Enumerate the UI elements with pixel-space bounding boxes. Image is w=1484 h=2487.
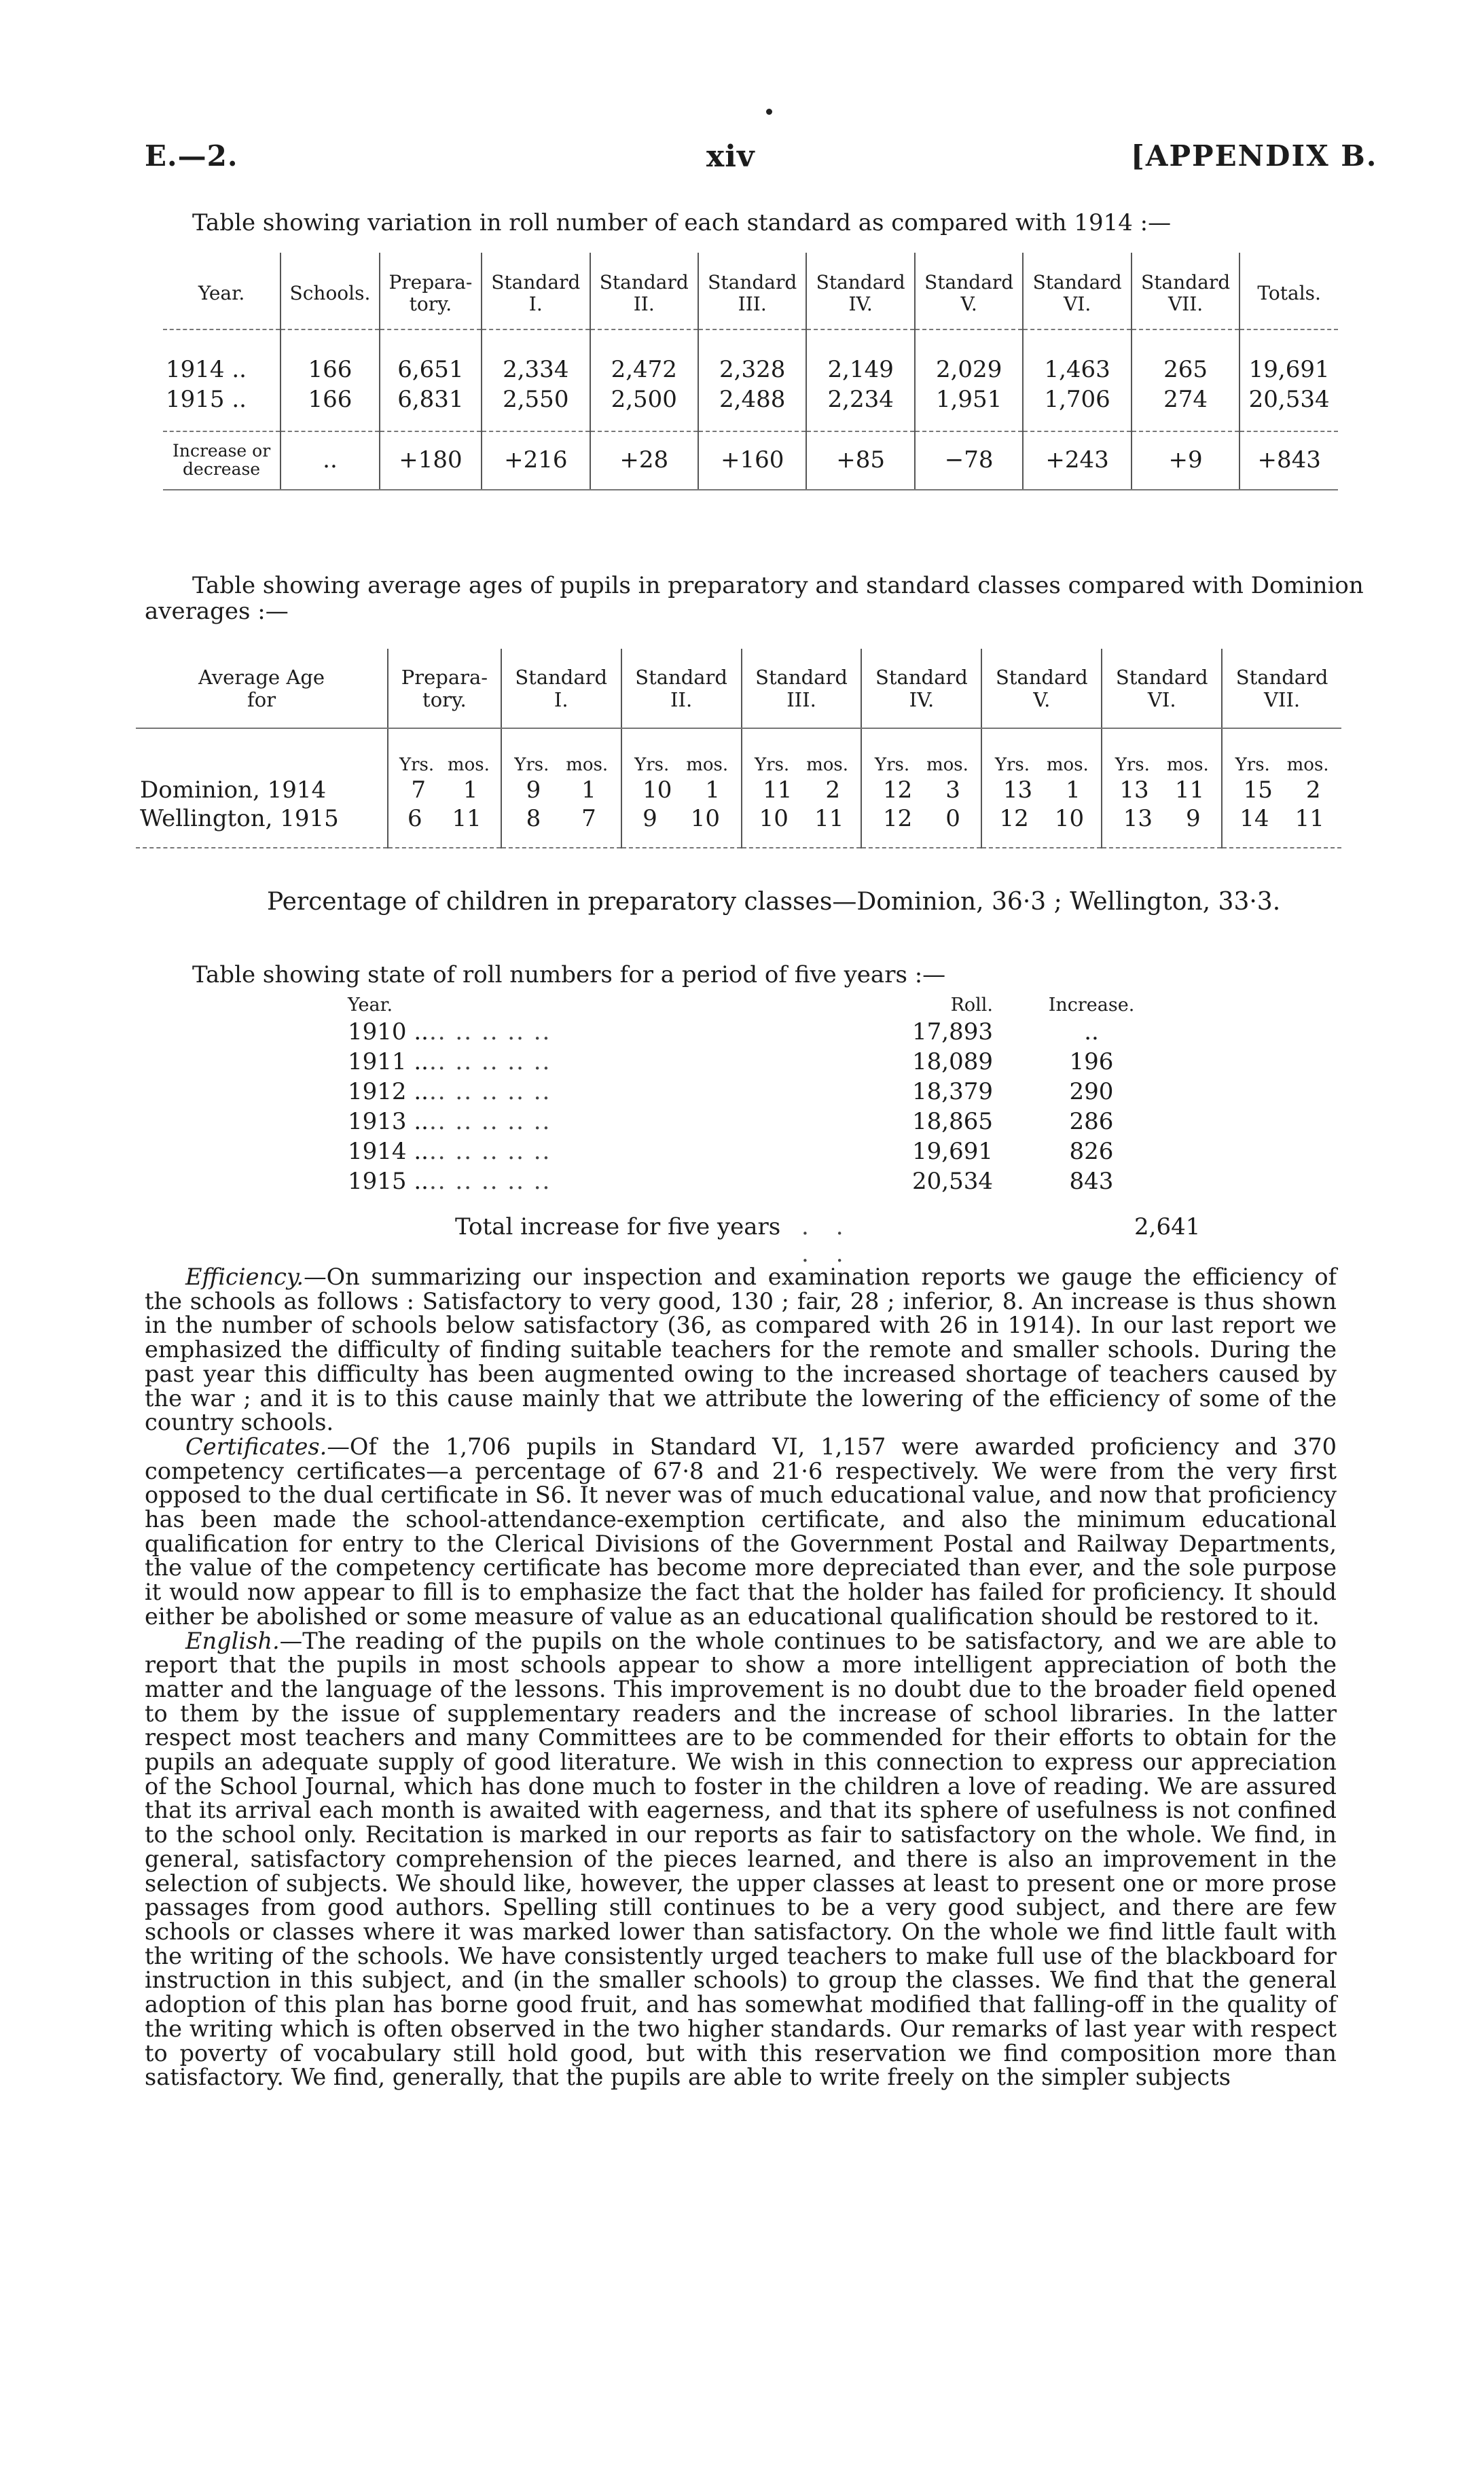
table-cell: 166 (280, 384, 380, 431)
age-pair (986, 805, 1097, 832)
unit-years: Yrs. (514, 755, 549, 775)
age-pair (866, 805, 977, 832)
header-year: Year. (348, 995, 393, 1016)
age-months: 10 (690, 805, 721, 832)
column-header: Totals. (1239, 253, 1338, 329)
column-header: Standard VI. (1102, 649, 1222, 728)
unit-years: Yrs. (874, 755, 910, 775)
age-pair (506, 805, 617, 832)
age-years: 10 (643, 776, 672, 804)
table2-caption-line2: averages :— (145, 598, 289, 625)
ink-dot (766, 109, 772, 115)
table-row (163, 384, 1338, 431)
age-years: 12 (999, 805, 1029, 832)
increase-cell: 290 (1069, 1078, 1114, 1105)
increase-cell: 843 (1069, 1168, 1114, 1195)
table-cell (981, 728, 1102, 776)
table-row (163, 329, 1338, 384)
age-months: 10 (1054, 805, 1085, 832)
table-cell: .. (280, 431, 380, 490)
paragraph (145, 1629, 1337, 2090)
paragraph-text: —The reading of the pupils on the whole continues to be satisfactory, and we are able to report that the pupils in most schools appear to show a more intelligent appreciation of both the matter and the language of the lessons. This improvement is no doubt due to the broader field opened to them by the issue of supplementary readers and the increase of school libraries. In the latter respect most teachers and many Committees are to be commended for their efforts to obtain for the pupils an adequate supply of good literature. We wish in this connection to express our appreciation of the School Journal, which has done much to foster in the children a love of reading. We are assured that its arrival each month is awaited with eagerness, and that its sphere of usefulness is not confined to the school only. Recitation is marked in our reports as fair to satisfactory on the whole. We find, in general, satisfactory comprehension of the pieces learned, and there is also an improvement in the selection of subjects. We should like, however, the upper classes at least to present one or more prose passages from good authors. Spelling still continues to be a very good subject, and there are few schools or classes where it was marked lower than satisfactory. On the whole we find little fault with the writing of the schools. We have consistently urged teachers to make full use of the blackboard for instruction in this subject, and (in the smaller schools) to group the classes. We find that the general adoption of this plan has borne good fruit, and has somewhat modified that falling-off in the quality of the writing which is often observed in the two higher standards. Our remarks of last year with respect to poverty of vocabulary still hold good, but with this reservation we find composition more than satisfactory. We find, generally, that the pupils are able to write freely on the simpler subjects (145, 1627, 1337, 2091)
age-pair (866, 776, 977, 804)
unit-years: Yrs. (994, 755, 1030, 775)
table-cell: +216 (482, 431, 590, 490)
column-header: Standard III. (698, 253, 806, 329)
year-cell: 1912 .. (348, 1078, 429, 1105)
unit-months: mos. (566, 755, 609, 775)
column-header: Standard II. (590, 253, 698, 329)
unit-years: Yrs. (399, 755, 435, 775)
total-label: Total increase for five years (455, 1213, 781, 1240)
table-row (348, 1017, 1190, 1047)
table-cell (742, 776, 862, 804)
paragraph (145, 1265, 1337, 1435)
table-row (348, 1166, 1190, 1196)
table-cell: +9 (1132, 431, 1239, 490)
column-header: Standard II. (621, 649, 742, 728)
column-header: Standard IV. (861, 649, 981, 728)
age-months: 11 (1295, 805, 1324, 832)
age-months: 11 (452, 805, 482, 832)
unit-years: Yrs. (634, 755, 670, 775)
table-cell: 2,334 (482, 329, 590, 384)
unit-pair (986, 755, 1097, 775)
roll-cell: 20,534 (912, 1168, 993, 1195)
roll-cell: 19,691 (912, 1138, 993, 1165)
page-number: xiv (706, 139, 755, 174)
unit-months: mos. (1166, 755, 1209, 775)
table-cell (1102, 776, 1222, 804)
table-cell: 2,472 (590, 329, 698, 384)
table-cell: 2,488 (698, 384, 806, 431)
age-pair (626, 805, 737, 832)
age-years: 13 (1002, 776, 1033, 804)
age-months: 1 (705, 776, 721, 804)
age-years: 13 (1123, 805, 1153, 832)
age-years: 8 (526, 805, 541, 832)
roll-variation-table (163, 253, 1338, 490)
age-pair (393, 805, 496, 832)
age-months: 0 (945, 805, 960, 832)
column-header: Standard V. (981, 649, 1102, 728)
unit-years: Yrs. (755, 755, 790, 775)
header-increase: Increase. (1048, 995, 1135, 1016)
table-cell: Increase or decrease (163, 431, 280, 490)
age-pair (1227, 805, 1337, 832)
column-header: Standard IV. (806, 253, 914, 329)
age-years: 15 (1243, 776, 1273, 804)
age-months: 2 (825, 776, 840, 804)
age-years: 9 (526, 776, 541, 804)
year-cell: 1910 .. (348, 1018, 429, 1045)
table-cell: 2,149 (806, 329, 914, 384)
age-years: 11 (763, 776, 793, 804)
age-months: 9 (1186, 805, 1201, 832)
table-row (348, 1137, 1190, 1166)
table-cell (501, 728, 621, 776)
paragraph-text: —Of the 1,706 pupils in Standard VI, 1,157 were awarded proficiency and 370 competency certificates—a percentage of 67·8 and 21·6 respectively. We were from the very first opposed to the dual certificate in S6. It never was of much educational value, and now that proficiency has been made the school-attendance-exemption certificate, and also the minimum educational qualification for entry to the Clerical Divisions of the Government Postal and Railway Departments, the value of the competency certificate has become more depreciated than ever, and the sole purpose it would now appear to fill is to emphasize the fact that the holder has failed for proficiency. It should either be abolished or some measure of value as an educational qualification should be restored to it. (145, 1433, 1337, 1630)
column-header: Prepara- tory. (388, 649, 501, 728)
header-roll: Roll. (950, 995, 993, 1016)
age-pair (746, 776, 857, 804)
table-cell: 1,706 (1023, 384, 1131, 431)
unit-years: Yrs. (1235, 755, 1270, 775)
table-cell (501, 776, 621, 804)
table-cell (861, 804, 981, 848)
leader-dots: .. .. .. .. .. (429, 1138, 551, 1165)
age-years: 9 (643, 805, 657, 832)
unit-months: mos. (926, 755, 969, 775)
table-header-row (163, 253, 1338, 329)
table-cell: +28 (590, 431, 698, 490)
age-months: 3 (945, 776, 960, 804)
age-years: 10 (759, 805, 789, 832)
table-cell (388, 804, 501, 848)
age-months: 1 (463, 776, 478, 804)
age-years: 12 (882, 805, 913, 832)
table-cell: 19,691 (1239, 329, 1338, 384)
age-pair (986, 776, 1097, 804)
unit-pair (506, 755, 617, 775)
table-cell: 20,534 (1239, 384, 1338, 431)
unit-years: Yrs. (1115, 755, 1150, 775)
leader-dots: .. .. .. .. .. (429, 1108, 551, 1135)
table-cell: +180 (380, 431, 482, 490)
table-cell (621, 776, 742, 804)
table2-caption-line1: Table showing average ages of pupils in preparatory and standard classes compared with Dominion (192, 572, 1364, 599)
table-cell (861, 776, 981, 804)
unit-pair (1106, 755, 1217, 775)
table-row (136, 776, 1341, 804)
table-cell (981, 804, 1102, 848)
roll-cell: 18,089 (912, 1048, 993, 1075)
age-months: 11 (814, 805, 844, 832)
increase-cell: 826 (1069, 1138, 1114, 1165)
column-header: Standard VI. (1023, 253, 1131, 329)
roll-cell: 18,865 (912, 1108, 993, 1135)
year-cell: 1913 .. (348, 1108, 429, 1135)
unit-months: mos. (1286, 755, 1329, 775)
age-years: 12 (882, 776, 913, 804)
units-row (136, 728, 1341, 776)
age-years: 13 (1119, 776, 1149, 804)
unit-pair (626, 755, 737, 775)
increase-cell: 196 (1069, 1048, 1114, 1075)
table-cell (388, 776, 501, 804)
table-header-row (136, 649, 1341, 728)
five-year-roll-table (348, 993, 1190, 1196)
table-cell: +85 (806, 431, 914, 490)
table-row (136, 804, 1341, 848)
column-header: Standard III. (742, 649, 862, 728)
age-months: 1 (1066, 776, 1081, 804)
age-pair (393, 776, 496, 804)
table-cell (1222, 776, 1341, 804)
unit-pair (866, 755, 977, 775)
unit-months: mos. (1046, 755, 1089, 775)
leader-dots: .. .. (801, 1213, 871, 1268)
table-cell (861, 728, 981, 776)
table-cell: 274 (1132, 384, 1239, 431)
table-cell: 2,328 (698, 329, 806, 384)
table-cell (742, 804, 862, 848)
table-cell (742, 728, 862, 776)
table-cell (1222, 728, 1341, 776)
table-cell: +843 (1239, 431, 1338, 490)
table-cell: +243 (1023, 431, 1131, 490)
age-pair (1227, 776, 1337, 804)
unit-months: mos. (447, 755, 490, 775)
age-pair (1106, 805, 1217, 832)
table3-caption: Table showing state of roll numbers for a period of five years :— (192, 961, 946, 988)
table-cell: 2,029 (915, 329, 1023, 384)
table-cell (388, 728, 501, 776)
table-cell (501, 804, 621, 848)
unit-pair (746, 755, 857, 775)
age-years: 14 (1239, 805, 1269, 832)
table-cell: 1,463 (1023, 329, 1131, 384)
paragraph (145, 1435, 1337, 1629)
age-years: 6 (408, 805, 422, 832)
paragraph-heading: English. (185, 1627, 280, 1654)
table-cell: 166 (280, 329, 380, 384)
column-header: Prepara- tory. (380, 253, 482, 329)
table-cell: 2,500 (590, 384, 698, 431)
table-row (348, 1047, 1190, 1077)
table-cell: 1,951 (915, 384, 1023, 431)
roll-cell: 18,379 (912, 1078, 993, 1105)
increase-cell: 286 (1069, 1108, 1114, 1135)
increase-cell: .. (1084, 1018, 1099, 1045)
roll-cell: 17,893 (912, 1018, 993, 1045)
table-header-row (348, 993, 1190, 1017)
column-header: Standard VII. (1222, 649, 1341, 728)
table-cell: 2,234 (806, 384, 914, 431)
age-pair (746, 805, 857, 832)
total-row (455, 1213, 1201, 1268)
row-label: Dominion, 1914 (140, 776, 327, 804)
percentage-line: Percentage of children in preparatory classes—Dominion, 36·3 ; Wellington, 33·3. (267, 888, 1281, 916)
leader-dots: .. .. .. .. .. (429, 1048, 551, 1075)
body-text (145, 1265, 1337, 2090)
table-cell: 2,550 (482, 384, 590, 431)
table-cell: 6,651 (380, 329, 482, 384)
row-label: Wellington, 1915 (136, 804, 388, 848)
column-header: Standard V. (915, 253, 1023, 329)
table-cell: 265 (1132, 329, 1239, 384)
column-header: Standard I. (501, 649, 621, 728)
table-cell (1222, 804, 1341, 848)
year-cell: 1911 .. (348, 1048, 429, 1075)
paragraph-text: —On summarizing our inspection and examination reports we gauge the efficiency of the schools as follows : Satisfactory to very good, 130 ; fair, 28 ; inferior, 8. An increase is thus shown in the number of schools below satisfactory (36, as compared with 26 in 1914). In our last report we emphasized the difficulty of finding suitable teachers for the remote and smaller schools. During the past year this difficulty has been augmented owing to the increased shortage of teachers caused by the war ; and it is to this cause mainly that we attribute the lowering of the efficiency of some of the country schools. (145, 1264, 1337, 1436)
leader-dots: .. .. .. .. .. (429, 1168, 551, 1195)
table-cell: 6,831 (380, 384, 482, 431)
age-months: 11 (1174, 776, 1205, 804)
year-cell: 1914 .. (348, 1138, 429, 1165)
column-header: Schools. (280, 253, 380, 329)
year-cell: 1915 .. (348, 1168, 429, 1195)
total-value: 2,641 (1134, 1213, 1201, 1240)
table-row (348, 1077, 1190, 1107)
leader-dots: .. .. .. .. .. (429, 1018, 551, 1045)
column-header: Standard VII. (1132, 253, 1239, 329)
average-age-table (136, 649, 1341, 848)
table-cell: 1915 .. (163, 384, 280, 431)
table-cell: +160 (698, 431, 806, 490)
unit-pair (1227, 755, 1337, 775)
increase-row (163, 431, 1338, 490)
table-cell: −78 (915, 431, 1023, 490)
table-cell (621, 804, 742, 848)
header-left: E.—2. (145, 139, 238, 173)
table-cell (981, 776, 1102, 804)
table-cell (136, 728, 388, 776)
age-pair (1106, 776, 1217, 804)
age-months: 1 (581, 776, 596, 804)
table-row (348, 1107, 1190, 1137)
header-right: [APPENDIX B. (1131, 139, 1378, 173)
paragraph-heading: Certificates. (185, 1433, 327, 1460)
table-cell: 1914 .. (166, 356, 247, 383)
age-months: 2 (1305, 776, 1321, 804)
age-months: 7 (581, 805, 596, 832)
unit-pair (393, 755, 496, 775)
paragraph-heading: Efficiency. (185, 1264, 304, 1290)
column-header: Year. (163, 253, 280, 329)
age-pair (506, 776, 617, 804)
unit-months: mos. (686, 755, 729, 775)
unit-months: mos. (806, 755, 849, 775)
leader-dots: .. .. .. .. .. (429, 1078, 551, 1105)
column-header: Average Age for (136, 649, 388, 728)
table-cell (1102, 728, 1222, 776)
age-years: 7 (411, 776, 427, 804)
age-pair (626, 776, 737, 804)
column-header: Standard I. (482, 253, 590, 329)
table-cell (621, 728, 742, 776)
table-cell (1102, 804, 1222, 848)
table1-caption: Table showing variation in roll number of each standard as compared with 1914 :— (192, 209, 1172, 236)
